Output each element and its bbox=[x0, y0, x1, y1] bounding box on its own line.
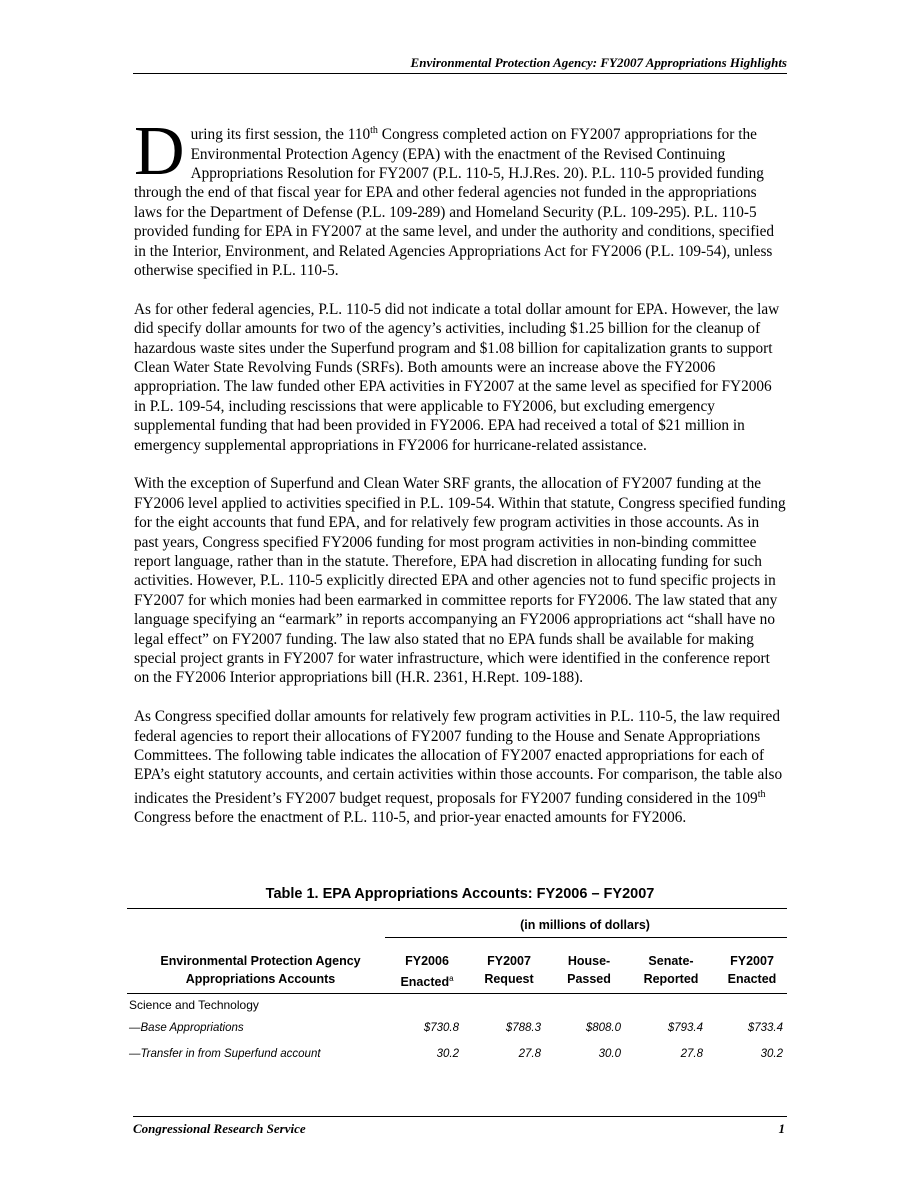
table-cell: 30.0 bbox=[598, 1048, 621, 1060]
table-cell: $733.4 bbox=[747, 1022, 783, 1034]
running-header-title: Environmental Protection Agency: FY2007 Appropriations Highlights bbox=[410, 55, 787, 70]
account-header-line-2: Appropriations Accounts bbox=[185, 972, 336, 986]
column-header-line-2: Passed bbox=[567, 972, 611, 986]
header-rule bbox=[127, 993, 787, 994]
column-header-fy2006-enacted bbox=[387, 952, 467, 991]
column-header-line-1: Senate- bbox=[648, 954, 694, 968]
table-title: Table 1. EPA Appropriations Accounts: FY2006 – FY2007 bbox=[265, 886, 655, 902]
table-row bbox=[127, 998, 787, 1016]
column-header-line-1: FY2007 bbox=[730, 954, 774, 968]
page-number: 1 bbox=[778, 1121, 785, 1136]
table-cell: $793.4 bbox=[667, 1022, 703, 1034]
paragraph-4-superscript: th bbox=[757, 788, 766, 800]
table-cell: $808.0 bbox=[585, 1022, 621, 1034]
table-cell: 30.2 bbox=[760, 1048, 783, 1060]
table-cell: $730.8 bbox=[423, 1022, 459, 1034]
account-header-line-1: Environmental Protection Agency bbox=[160, 954, 361, 968]
table-cell: 30.2 bbox=[436, 1048, 459, 1060]
column-header-line-2: Request bbox=[484, 972, 534, 986]
column-header-line-2-text: Enacted bbox=[400, 975, 450, 990]
paragraph-4-part-1: As Congress specified dollar amounts for relatively few program activities in P.L. 110-5, the law required federal agencies to report their allocations of FY2007 funding to the House and Senate Appropriations Committees. The following table indicates the allocation of FY2007 enacted appropriations for each of EPA’s eight statutory accounts, and certain activities within those accounts. For comparison, the table also indicates the President’s FY2007 budget request, proposals for FY2007 funding considered in the 109 bbox=[134, 708, 783, 807]
paragraph-1-superscript: th bbox=[370, 125, 378, 136]
appropriations-table bbox=[127, 908, 787, 1060]
account-column-header bbox=[133, 952, 388, 988]
paragraph-4 bbox=[134, 707, 786, 828]
table-cell: $788.3 bbox=[505, 1022, 541, 1034]
column-header-house-passed bbox=[549, 952, 629, 988]
table-cell: 27.8 bbox=[680, 1048, 703, 1060]
row-label: Science and Technology bbox=[129, 998, 259, 1012]
column-header-footnote-mark: a bbox=[449, 974, 454, 983]
table-units: (in millions of dollars) bbox=[520, 918, 650, 932]
units-rule bbox=[385, 937, 787, 938]
page-footer bbox=[133, 1116, 787, 1137]
column-header-fy2007-request bbox=[469, 952, 549, 988]
column-header-line-2: Enacted bbox=[727, 972, 777, 986]
column-header-line-1: FY2007 bbox=[487, 954, 531, 968]
row-label: —Base Appropriations bbox=[129, 1022, 244, 1034]
paragraph-1-part-1: uring its first session, the 110 bbox=[190, 126, 371, 144]
column-header-line-2 bbox=[387, 970, 467, 991]
paragraph-4-part-2: Congress before the enactment of P.L. 110-5, and prior-year enacted amounts for FY2006. bbox=[134, 809, 687, 827]
paragraph-1 bbox=[134, 113, 786, 280]
paragraph-3: With the exception of Superfund and Clean Water SRF grants, the allocation of FY2007 funding at the FY2006 level applied to activities specified in P.L. 109-54. Within that statute, Congress specified funding for the eight accounts that fund EPA, and for relatively few program activities in those accounts. As in past years, Congress specified FY2006 funding for most program activities in non-binding committee report language, rather than in the statute. Therefore, EPA had discretion in allocating funding for such activities. However, P.L. 110-5 explicitly directed EPA and other agencies not to fund specific projects in FY2007 for which monies had been earmarked in committee reports for FY2006. The law stated that any language specifying an “earmark” in reports accompanying an FY2006 appropriations act “shall have no legal effect” on FY2007 funding. The law also stated that no EPA funds shall be available for making special project grants in FY2007 for water infrastructure, which were identified in the conference report on the FY2006 Interior appropriations bill (H.R. 2361, H.Rept. 109-188). bbox=[134, 475, 786, 687]
column-header-line-1: FY2006 bbox=[405, 954, 449, 968]
running-header bbox=[133, 55, 787, 74]
column-header-senate-reported bbox=[631, 952, 711, 988]
column-header-line-1: House- bbox=[567, 954, 611, 968]
drop-cap: D bbox=[134, 113, 185, 190]
column-header-line-2: Reported bbox=[643, 972, 699, 986]
table-cell: 27.8 bbox=[518, 1048, 541, 1060]
body-text bbox=[134, 113, 786, 847]
paragraph-1-part-2: Congress completed action on FY2007 appropriations for the Environmental Protection Agency (EPA) with the enactment of the Revised Continuing Appropriations Resolution for FY2007 (P.L. 110-5, H.J.Res. 20). P.L. 110-5 provided funding through the end of that fiscal year for EPA and other federal agencies not funded in the appropriations laws for the Department of Defense (P.L. 109-289) and Homeland Security (P.L. 109-295). P.L. 110-5 provided funding for EPA in FY2007 at the same level, and under the authority and conditions, specified in the Interior, Environment, and Related Agencies Appropriations Act for FY2006 (P.L. 109-54), unless otherwise specified in P.L. 110-5. bbox=[134, 126, 775, 279]
table-row bbox=[127, 1022, 787, 1040]
footer-publisher: Congressional Research Service bbox=[133, 1121, 306, 1136]
column-header-fy2007-enacted bbox=[712, 952, 792, 988]
table-row bbox=[127, 1048, 787, 1066]
row-label: —Transfer in from Superfund account bbox=[129, 1048, 321, 1060]
paragraph-2: As for other federal agencies, P.L. 110-5 did not indicate a total dollar amount for EPA. However, the law did specify dollar amounts for two of the agency’s activities, including $1.25 billion for the cleanup of hazardous waste sites under the Superfund program and $1.08 billion for capitalization grants to support Clean Water State Revolving Funds (SRFs). Both amounts were an increase above the FY2006 appropriation. The law funded other EPA activities in FY2007 at the same level as specified for FY2006 in P.L. 109-54, including rescissions that were applicable to FY2006, but excluding emergency supplemental funding that had been provided in FY2006. EPA had received a total of $21 million in emergency supplemental appropriations in FY2006 for hurricane-related assistance. bbox=[134, 300, 780, 454]
